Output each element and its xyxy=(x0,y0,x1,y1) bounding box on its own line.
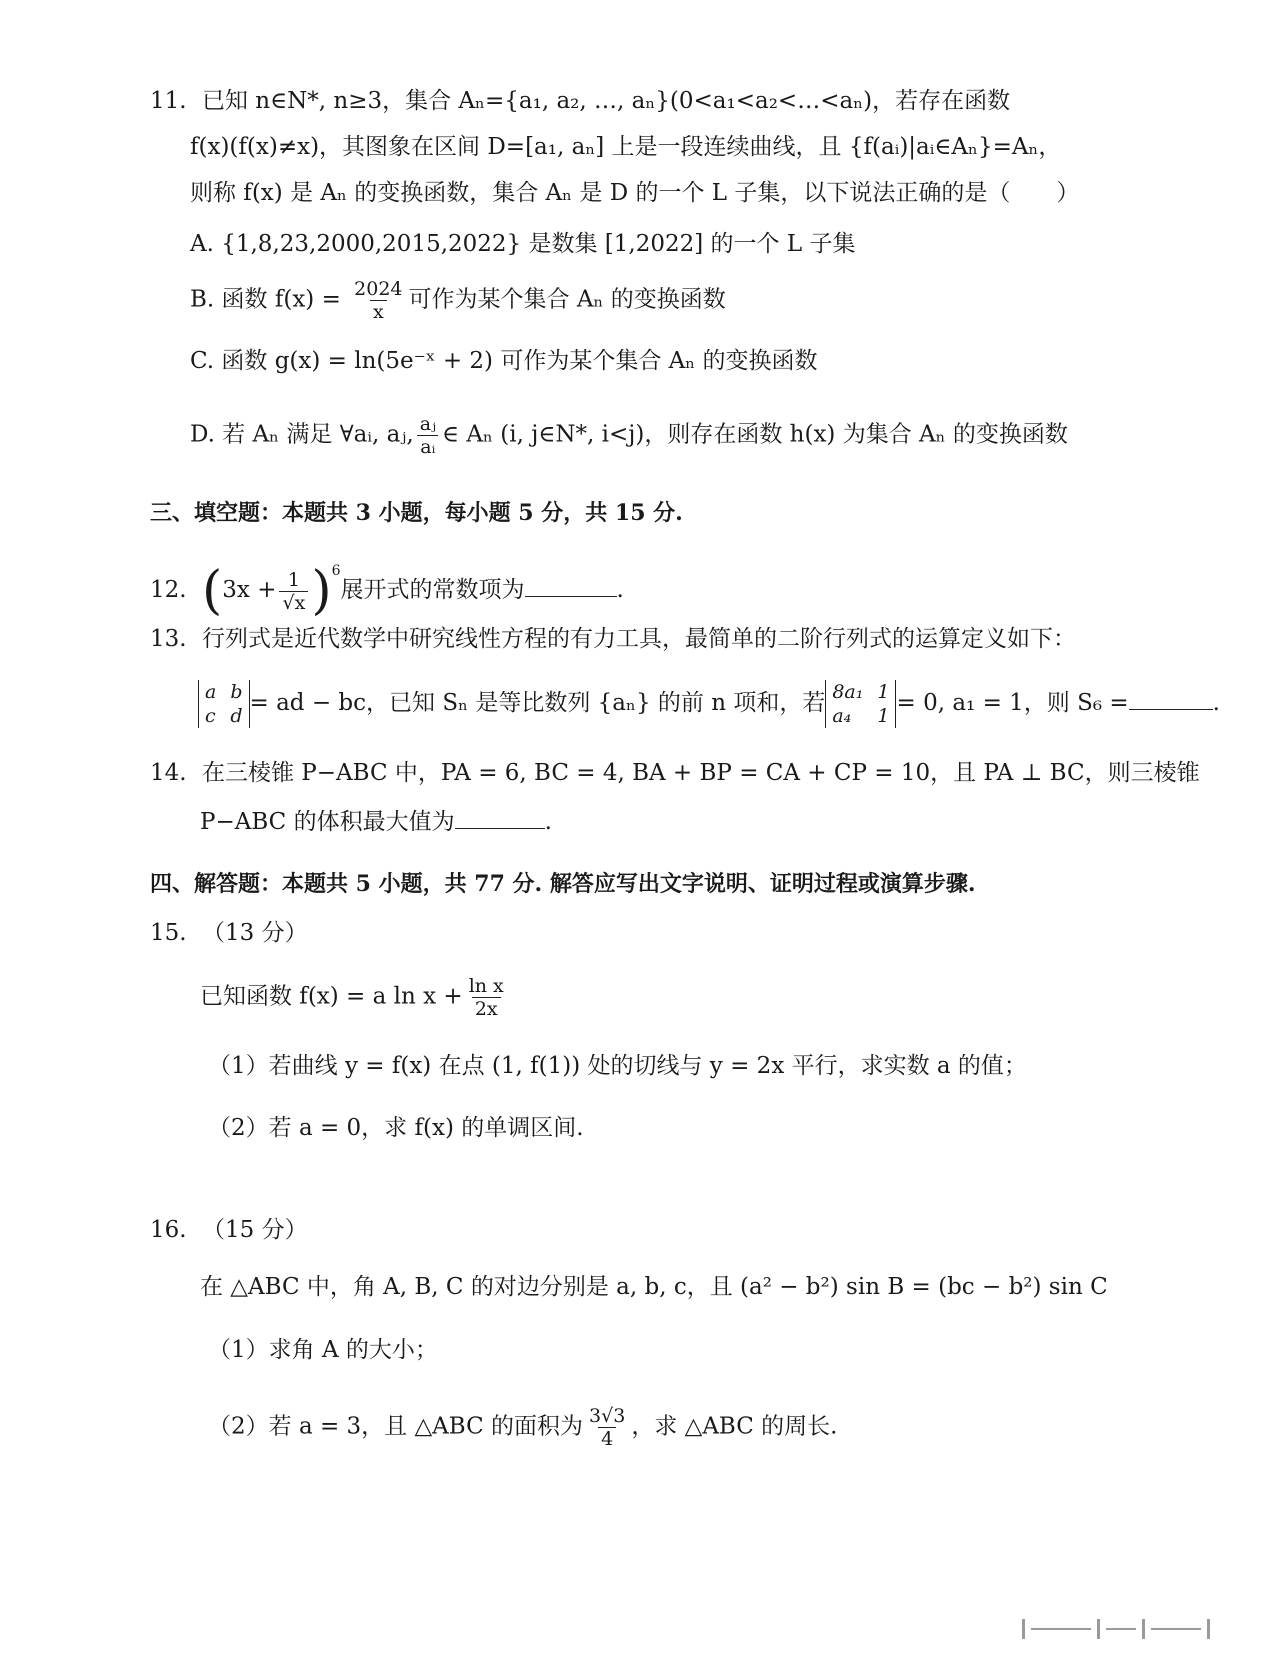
period: . xyxy=(1212,690,1220,716)
q14-line1 xyxy=(150,758,1200,788)
q11-stem-2: f(x)(f(x)≠x)，其图象在区间 D=[a₁, aₙ] 上是一段连续曲线，且 {f(aᵢ)|aᵢ∈Aₙ}=Aₙ， xyxy=(190,134,1062,160)
q11-line1 xyxy=(150,86,1010,116)
scroll-track xyxy=(1151,1628,1201,1630)
denominator: x xyxy=(370,300,387,323)
q15-header xyxy=(150,918,308,948)
section-3-title: 三、填空题：本题共 3 小题，每小题 5 分，共 15 分. xyxy=(150,500,683,526)
right-paren: ) xyxy=(311,561,332,621)
q16-header xyxy=(150,1215,308,1245)
det-entry: 8a₁ xyxy=(832,681,864,703)
q12-text: 展开式的常数项为 xyxy=(340,577,525,603)
section-4-title: 四、解答题：本题共 5 小题，共 77 分. 解答应写出文字说明、证明过程或演算步骤. xyxy=(150,871,976,897)
det-entry: d xyxy=(230,705,243,727)
fraction xyxy=(279,569,308,614)
numerator: 2024 xyxy=(354,278,403,300)
q11-option-b xyxy=(190,278,726,323)
det-entry: a xyxy=(205,681,217,703)
q15-intro xyxy=(200,975,510,1020)
question-number: 13. xyxy=(150,626,187,652)
numerator: ln x xyxy=(468,975,504,997)
answer-blank xyxy=(1129,689,1213,710)
numerator: 3√3 xyxy=(589,1405,626,1427)
q14-stem: 在三棱锥 P−ABC 中，PA = 6, BC = 4, BA + BP = CA + CP = 10，且 PA ⊥ BC，则三棱锥 xyxy=(202,760,1200,786)
fraction xyxy=(586,1405,628,1450)
denominator: 2x xyxy=(472,997,501,1020)
det-entry: 1 xyxy=(877,681,890,703)
option-d-text-2: ∈ Aₙ (i, j∈N*, i<j)，则存在函数 h(x) 为集合 Aₙ 的变换函数 xyxy=(442,421,1068,448)
scroll-mark xyxy=(1142,1619,1145,1639)
q16-intro: 在 △ABC 中，角 A, B, C 的对边分别是 a, b, c，且 (a² − b²) sin B = (bc − b²) sin C xyxy=(200,1274,1108,1300)
scroll-mark xyxy=(1022,1619,1025,1639)
q11-option-c: C. 函数 g(x) = ln(5e⁻ˣ + 2) 可作为某个集合 Aₙ 的变换函数 xyxy=(190,348,818,374)
option-b-text-2: 可作为某个集合 Aₙ 的变换函数 xyxy=(408,286,726,313)
scroll-mark xyxy=(1097,1619,1100,1639)
q15-score: （13 分） xyxy=(202,920,308,946)
denominator: 4 xyxy=(598,1427,616,1450)
scroll-track xyxy=(1106,1628,1136,1630)
q13-line1 xyxy=(150,624,1076,654)
scroll-mark xyxy=(1207,1619,1210,1639)
q11-option-a: A. {1,8,23,2000,2015,2022} 是数集 [1,2022] 的一个 L 子集 xyxy=(190,231,856,257)
determinant-condition xyxy=(825,680,896,728)
q12-expr: 3x + xyxy=(222,577,277,603)
question-number: 11. xyxy=(150,88,187,114)
numerator: aⱼ xyxy=(419,413,437,435)
q16-part1: （1）求角 A 的大小； xyxy=(208,1337,438,1363)
question-number: 12. xyxy=(150,577,187,603)
det-entry: 1 xyxy=(877,705,890,727)
fraction xyxy=(417,413,439,458)
q14-line2 xyxy=(200,807,552,837)
q11-stem-3: 则称 f(x) 是 Aₙ 的变换函数，集合 Aₙ 是 D 的一个 L 子集，以下说法正确的是（ ） xyxy=(190,180,1080,206)
determinant-definition xyxy=(198,680,250,728)
det-entry: a₄ xyxy=(832,705,852,727)
q13-stem: 行列式是近代数学中研究线性方程的有力工具，最简单的二阶行列式的运算定义如下： xyxy=(202,626,1076,652)
question-number: 16. xyxy=(150,1217,187,1243)
question-number: 14. xyxy=(150,760,187,786)
q14-stem-2: P−ABC 的体积最大值为 xyxy=(200,809,455,835)
period: . xyxy=(616,577,624,603)
q16-part2-text: （2）若 a = 3，且 △ABC 的面积为 xyxy=(208,1413,584,1440)
det-entry: b xyxy=(230,681,243,703)
scroll-indicator xyxy=(1022,1618,1252,1640)
answer-blank xyxy=(455,808,545,829)
option-d-text: D. 若 Aₙ 满足 ∀aᵢ, aⱼ, xyxy=(190,421,414,448)
det-entry: c xyxy=(205,705,216,727)
q12-line xyxy=(150,556,624,621)
q15-part1: （1）若曲线 y = f(x) 在点 (1, f(1)) 处的切线与 y = 2x 平行，求实数 a 的值； xyxy=(208,1053,1027,1079)
q16-part2 xyxy=(208,1405,838,1450)
q16-part2-text-2: ，求 △ABC 的周长. xyxy=(631,1413,838,1440)
fraction xyxy=(466,975,507,1020)
period: . xyxy=(544,809,552,835)
question-number: 15. xyxy=(150,920,187,946)
answer-blank xyxy=(525,576,617,597)
q13-line2 xyxy=(198,680,1220,728)
q15-part2: （2）若 a = 0，求 f(x) 的单调区间. xyxy=(208,1115,584,1141)
scroll-track xyxy=(1031,1628,1091,1630)
q13-text-2: = 0, a₁ = 1，则 S₆ = xyxy=(896,690,1129,716)
numerator: 1 xyxy=(287,568,300,591)
denominator: aᵢ xyxy=(417,435,438,458)
denominator: √x xyxy=(279,591,308,614)
fraction xyxy=(351,278,405,323)
q16-score: （15 分） xyxy=(202,1217,308,1243)
q15-intro-text: 已知函数 f(x) = a ln x + xyxy=(200,983,463,1010)
left-paren: ( xyxy=(202,561,223,621)
exponent: 6 xyxy=(331,563,341,579)
q11-stem-1: 已知 n∈N*, n≥3，集合 Aₙ={a₁, a₂, …, aₙ}(0<a₁<a₂<…<aₙ)，若存在函数 xyxy=(202,88,1011,114)
q11-option-d xyxy=(190,413,1068,458)
option-b-text: B. 函数 f(x) = xyxy=(190,286,349,313)
q13-text-1: = ad − bc，已知 Sₙ 是等比数列 {aₙ} 的前 n 项和，若 xyxy=(249,690,826,716)
